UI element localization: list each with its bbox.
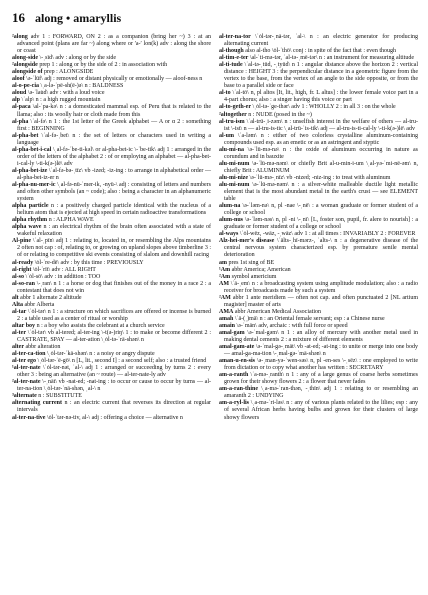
- dictionary-entry: [219, 203, 418, 217]
- entry-definition: n : ALPHA WAVE: [47, 217, 94, 224]
- entry-headword: al-right: [12, 266, 32, 273]
- entry-definition: abbr America; American: [230, 266, 291, 273]
- entry-definition: \ˈal-fə-bə-ˌtīz\ vb -ized; -iz-ing : to arrange in alphabetical order — al-pha-bet-iz-er n: [17, 167, 211, 181]
- entry-headword: ²alongside: [12, 62, 38, 69]
- dictionary-entry: [219, 90, 418, 104]
- entry-headword: al-so-ran: [12, 280, 35, 287]
- entry-definition: \ə-ˈlü-mə-nəm\ n : a silver-white malleable ductile light metallic element that is the most abundant metal in the earth's crust — see ELEMENT table: [224, 181, 418, 203]
- dictionary-entry: [12, 344, 211, 351]
- entry-headword: al-paca: [12, 104, 31, 111]
- entry-definition: \ˌa-lə-ˈpē-sh(ē-)ə\ n : BALDNESS: [39, 83, 124, 90]
- entry-headword: am-a-ryl-lis: [219, 400, 249, 407]
- entry-headword: alum-na: [219, 203, 241, 210]
- entry-headword: alternating current: [12, 400, 63, 407]
- entry-definition: \ˈa-ləm\ n : either of two colorless crystalline aluminum-containing compounds used esp. as an emetic or as an astringent and styptic: [224, 132, 418, 146]
- entry-definition: symbol americium: [230, 273, 277, 280]
- dictionary-entry: [12, 62, 211, 69]
- entry-definition: \ȯl-ˈtər-nə-tiv, al-\ adj : offering a choice — alternative n: [45, 414, 183, 421]
- entry-definition: \ˈȯl-tər-ˌnā-tər, ˈal-\ n : an electric generator for producing alternating current: [224, 34, 418, 48]
- entry-definition: \ə-ˈlü-mə-ˌnīz\ vb -nized; -niz-ing : to treat with aluminum: [248, 174, 391, 181]
- entry-headword: alpha wave: [12, 224, 42, 231]
- entry-headword: al-um: [219, 132, 234, 139]
- entry-headword: al-to: [219, 90, 231, 97]
- dictionary-entry: [12, 90, 211, 97]
- entry-headword: ¹al-ter-nate: [12, 365, 41, 372]
- entry-definition: \-ˌran\ n 1 : a horse or dog that finishes out of the money in a race 2 : a contestant that does not win: [17, 280, 211, 294]
- entry-definition: \ˈä-(ˌ)mä\ n : an Oriental female servant; esp : a Chinese nurse: [233, 315, 385, 322]
- entry-definition: \ə-ˈmal-gəm\ n 1 : an alloy of mercury with another metal used in making dental cements 2 : a mixture of different elements: [224, 329, 418, 344]
- dictionary-entry: [12, 168, 211, 182]
- dictionary-entry: [12, 302, 211, 309]
- entry-definition: \ˌa-mə-ˈran-thən, -ˌthīn\ adj 1 : relating to or resembling an amaranth 2 : UNDYING: [224, 386, 418, 400]
- entry-definition: \ˈal-fə-ˌbet\ n : the set of letters or characters used in writing a language: [17, 132, 211, 146]
- entry-definition: \ə-ˈlau̇d\ adv : with a loud voice: [26, 90, 105, 97]
- entry-headword: am-a-ranth: [219, 372, 249, 379]
- entry-headword: aman-u-en-sis: [219, 358, 256, 365]
- entry-headword: al-ter: [12, 329, 26, 336]
- entry-headword: altar boy: [12, 322, 36, 329]
- entry-definition: \ˈȯl-tər\ vb al-tered; al-ter-ing \-t(ə-)riŋ\ 1 : to make or become different 2 : CASTRATE, SPAY — al-ter-ation \ˌȯl-tə-ˈrā-shən\ n: [17, 329, 211, 344]
- entry-definition: \ˈȯl-tər\ n 1 : a structure on which sacrifices are offered or incense is burned 2 : a table used as a center of ritual or worship: [17, 308, 211, 322]
- entry-headword: along-side: [12, 55, 39, 62]
- entry-headword: al-to-geth-er: [219, 104, 251, 111]
- dictionary-entry: [12, 119, 211, 133]
- entry-definition: n : NUDE (posed in the ~): [246, 111, 312, 118]
- entry-definition: \ˈȯl-wēz, -wāz, -ˌwāz\ adv 1 : at all times : INVARIABLY 2 : FOREVER: [238, 231, 416, 238]
- entry-definition: \ȯl-ˈrīt\ adv : ALL RIGHT: [31, 266, 96, 273]
- dictionary-entry: [219, 104, 418, 111]
- entry-headword: AM: [219, 280, 229, 287]
- entry-definition: \ˈalp\ n : a high rugged mountain: [20, 97, 101, 104]
- entry-headword: al-ti-tude: [219, 62, 243, 69]
- entry-headword: al-pha-bet: [12, 132, 39, 139]
- columns: [12, 34, 418, 422]
- entry-definition: \ȯl-ˈre-dē\ adv : by this time : PREVIOUSLY: [33, 259, 144, 266]
- dictionary-entry: [219, 274, 418, 281]
- entry-definition: n : an electric current that reverses its direction at regular intervals: [17, 400, 212, 414]
- entry-definition: \ˈal-fə\ n 1 : the 1st letter of the Greek alphabet — A or α 2 : something first : BEGINNING: [17, 118, 211, 132]
- dictionary-entry: [219, 323, 418, 330]
- dictionary-entry: [219, 112, 418, 119]
- entry-headword: al-ter-ca-tion: [12, 351, 46, 358]
- entry-headword: al-tru-ism: [219, 118, 245, 125]
- dictionary-entry: [219, 372, 418, 386]
- entry-definition: \ˌal-fə-ˈbe-ti-kəl\ or al-pha-bet-ic \-ˈbe-tik\ adj 1 : arranged in the order of the letters of the alphabet 2 : of or employing an alphabet — al-pha-bet-i-cal-ly \-ti-k(ə-)lē\ adv: [17, 146, 211, 167]
- entry-headword: aloud: [12, 90, 27, 97]
- dictionary-entry: [219, 330, 418, 344]
- entry-definition: \ˈȯl-sō\ adv : in addition : TOO: [24, 273, 101, 280]
- entry-definition: \ˈā-ˌem\ n : a broadcasting system using amplitude modulation; also : a radio receiver for broadcasts made by such a system: [224, 280, 418, 294]
- entry-headword: al-ter-na-tive: [12, 414, 46, 421]
- entry-headword: amain: [219, 322, 236, 329]
- entry-headword: al-pha: [12, 118, 29, 125]
- entry-headword: Al-pine: [12, 238, 32, 245]
- dictionary-entry: [12, 400, 211, 414]
- dictionary-entry: [12, 83, 211, 90]
- entry-definition: abbr Alberta: [23, 301, 55, 308]
- dictionary-entry: [219, 119, 418, 133]
- dictionary-entry: [12, 34, 211, 55]
- dictionary-entry: [12, 267, 211, 274]
- entry-headword: alt: [12, 294, 19, 301]
- dictionary-entry: [219, 182, 418, 203]
- dictionary-entry: [12, 203, 211, 217]
- dictionary-entry: [12, 393, 211, 400]
- dictionary-entry: [12, 104, 211, 118]
- dictionary-entry: [12, 323, 211, 330]
- dictionary-entry: [12, 182, 211, 203]
- entry-headword: ²al-ter-nate: [12, 379, 41, 386]
- dictionary-entry: [12, 365, 211, 379]
- entry-headword: ¹Am: [219, 266, 231, 273]
- dictionary-entry: [219, 267, 418, 274]
- entry-definition: \al-ˈpa-kə\ n : a domesticated mammal esp. of Peru that is related to the llama; also : its woolly hair or cloth made from this: [17, 104, 211, 118]
- entry-definition: abbr alteration: [24, 344, 61, 351]
- dictionary-entry: [219, 34, 418, 48]
- entry-headword: al-ter-na-tor: [219, 34, 251, 40]
- running-head: along • amaryllis: [35, 11, 122, 25]
- entry-definition: \ə-ˈmal-gə-ˌmāt\ vb -at-ed; -at-ing : to unite or merge into one body — amal-ga-ma-tion \-ˌmal-gə-ˈmā-shən\ n: [224, 344, 418, 358]
- entry-definition: n : an electrical rhythm of the brain often associated with a state of wakeful relaxation: [17, 224, 212, 238]
- entry-definition: prep : ALONGSIDE: [42, 69, 94, 76]
- entry-headword: alu-mi-num: [219, 181, 250, 188]
- dictionary-entry: [12, 274, 211, 281]
- entry-definition: prep 1 : along or by the side of 2 : in association with: [37, 62, 168, 69]
- dictionary-entry: [219, 175, 418, 182]
- entry-definition: \al-ˈti-mə-tər, ˈal-tə-ˌmē-tər\ n : an instrument for measuring altitude: [248, 55, 415, 62]
- entry-definition: \-ˌsīd\ adv : along or by the side: [38, 55, 117, 62]
- page-number: 16: [12, 10, 25, 25]
- entry-headword: al-pha-bet-ize: [12, 167, 48, 174]
- entry-definition: \ə-ˈmān\ adv, archaic : with full force or speed: [235, 322, 348, 329]
- entry-definition: \ˈa-mə-ˌranth\ n 1 : any of a large genus of coarse herbs sometimes grown for their showy flowers 2 : a flower that never fades: [224, 372, 418, 386]
- entry-headword: amah: [219, 315, 234, 322]
- entry-definition: \ə-ˈləm-nəs\ n, pl -ni \-ˌnī\ [L, foster son, pupil, fr. alere to nourish] : a graduate or former student of a college or school: [224, 217, 418, 231]
- dictionary-entry: [219, 147, 418, 161]
- dictionary-entry: [219, 62, 418, 90]
- entry-definition: abbr American Medical Association: [233, 308, 321, 315]
- entry-definition: \ˌȯl-tə-ˈge-thər\ adv 1 : WHOLLY 2 : in all 3 : on the whole: [250, 104, 396, 111]
- entry-definition: \ə-ˈlü-mə-nəm\ or chiefly Brit al-u-min-i-um \ˌal-yə-ˈmi-nē-əm\ n, chiefly Brit : ALUMINUM: [224, 160, 418, 174]
- entry-definition: \ˌȯl-tər-ˈē-gō\ n [L, lit., second I] : a second self; also : a trusted friend: [36, 358, 207, 365]
- entry-definition: \ə-ˈlüf\ adj : removed or distant physically or emotionally — aloof-ness n: [24, 76, 203, 83]
- entry-headword: alu-mi-num: [219, 160, 250, 167]
- dictionary-entry: [219, 386, 418, 400]
- entry-headword: al-ter ego: [12, 358, 37, 365]
- entry-headword: alpha particle: [12, 203, 49, 210]
- entry-definition: \ˈal-tō\ n, pl altos [It, lit., high, fr. L altus] : the lower female voice part in a 4-part chorus; also : a singer having this voice or part: [224, 90, 418, 104]
- dictionary-entry: [219, 260, 418, 267]
- entry-headword: ²altogether: [219, 111, 247, 118]
- dictionary-entry: [12, 295, 211, 302]
- entry-headword: ³alternate: [12, 393, 37, 400]
- dictionary-entry: [219, 358, 418, 372]
- entry-headword: al-ways: [219, 231, 239, 238]
- entry-headword: am-a-ran-thine: [219, 386, 258, 393]
- entry-definition: \ˈal-ˌpīn\ adj 1 : relating to, located in, or resembling the Alps mountains 2 often not cap : of, relating to, or growing on upland slopes above timberline 3 : of or relating to competitive ski events consisting of slalom and downhill racing: [17, 238, 211, 259]
- entry-headword: al-ready: [12, 259, 34, 266]
- entry-headword: ²along: [12, 34, 28, 40]
- right-column: [219, 34, 418, 422]
- entry-headword: ²Am: [219, 273, 231, 280]
- entry-headword: amal-gam: [219, 329, 245, 336]
- entry-headword: ²AM: [219, 294, 231, 301]
- entry-definition: \ə-ˌman-yə-ˈwen-səs\ n, pl -en-ses \-ˌsēz\ : one employed to write from dictation or to copy what another has written : SECRETARY: [224, 358, 418, 372]
- dictionary-entry: [12, 358, 211, 365]
- entry-definition: \ˈȯl-tər-nət, ˈal-\ adj 1 : arranged or succeeding by turns 2 : every other 3 : being an alternative (an ~ route) — al-ter-nate-ly adv: [17, 365, 211, 379]
- dictionary-entry: [12, 281, 211, 295]
- entry-headword: alum-nus: [219, 217, 244, 224]
- dictionary-entry: [12, 330, 211, 344]
- dictionary-entry: [12, 415, 211, 422]
- entry-headword: al-so: [12, 273, 24, 280]
- entry-headword: Alta: [12, 301, 23, 308]
- entry-headword: al-tim-e-ter: [219, 55, 249, 62]
- entry-definition: \ə-ˈləm-nə\ n, pl -nae \-ˌnē\ : a woman graduate or former student of a college or school: [224, 203, 418, 217]
- entry-headword: al-pha-bet-i-cal: [12, 146, 52, 153]
- entry-headword: AMA: [219, 308, 234, 315]
- dictionary-entry: [219, 309, 418, 316]
- dictionary-entry: [219, 400, 418, 421]
- left-column: [12, 34, 211, 422]
- entry-headword: alter: [12, 344, 24, 351]
- entry-definition: \ə-ˈlü-mə-nə\ n : the oxide of aluminum occurring in nature as corundum and in bauxite: [224, 146, 418, 160]
- dictionary-entry: [219, 281, 418, 295]
- entry-headword: alu-mi-na: [219, 146, 245, 153]
- dictionary-entry: [219, 217, 418, 231]
- entry-definition: \-ˌnāt\ vb -nat-ed; -nat-ing : to occur or cause to occur by turns — al-ter-na-tion \ˌȯl-tər-ˈnā-shən, ˌal-\ n: [17, 379, 211, 393]
- dictionary-entry: [12, 379, 211, 393]
- entry-definition: \ˈal-trü-ˌi-zəm\ n : unselfish interest in the welfare of others — al-tru-ist \-ist\ n — al-tru-is-tic \ˌal-trü-ˈis-tik\ adj — al-tru-is-ti-cal-ly \-ti-k(ə-)lē\ adv: [224, 118, 418, 132]
- dictionary-entry: [219, 344, 418, 358]
- entry-definition: pres 1st sing of BE: [227, 259, 275, 266]
- entry-definition: \ˌȯl-tər-ˈkā-shən\ n : a noisy or angry dispute: [45, 351, 155, 358]
- dictionary-entry: [219, 55, 418, 62]
- entry-headword: alongside of: [12, 69, 43, 76]
- entry-definition: \ˈälts-ˌhī-mərz-, ˈalts-\ n : a degenerative disease of the central nervous system characterized esp. by premature senile mental deterioration: [224, 238, 418, 259]
- entry-headword: alpha rhythm: [12, 217, 48, 224]
- dictionary-entry: [12, 238, 211, 259]
- entry-definition: also al-tho \ȯl-ˈthō\ conj : in spite of the fact that : even though: [243, 48, 396, 55]
- dictionary-entry: [12, 224, 211, 238]
- entry-headword: alp: [12, 97, 21, 104]
- entry-definition: n : SUBSTITUTE: [36, 393, 82, 400]
- entry-definition: n : a boy who assists the celebrant at a church service: [35, 322, 165, 329]
- dictionary-entry: [12, 260, 211, 267]
- entry-headword: am: [219, 259, 227, 266]
- dictionary-entry: [12, 147, 211, 168]
- dictionary-entry: [219, 133, 418, 147]
- entry-definition: abbr 1 ante meridiem — often not cap. and often punctuated 2 [NL artium magister] master of arts: [224, 294, 418, 308]
- entry-headword: aloof: [12, 76, 25, 83]
- entry-headword: alu-mi-nize: [219, 174, 248, 181]
- page-header: [12, 10, 418, 28]
- dictionary-entry: [219, 316, 418, 323]
- entry-definition: abbr 1 alternate 2 altitude: [18, 294, 82, 301]
- dictionary-entry: [12, 309, 211, 323]
- entry-headword: al-pha-nu-mer-ic: [12, 181, 56, 188]
- entry-headword: Alz-hei-mer's disease: [219, 238, 275, 245]
- dictionary-entry: [219, 295, 418, 309]
- dictionary-entry: [219, 161, 418, 175]
- entry-definition: \ˌal-fə-nü-ˈmer-ik, -nyü-\ adj : consisting of letters and numbers and often other symbols (an ~ code); also : being a character in an alphanumeric system: [17, 181, 211, 203]
- entry-headword: al-tar: [12, 308, 27, 315]
- entry-definition: \ˈal-tə-ˌtüd, -ˌtyüd\ n 1 : angular distance above the horizon 2 : vertical distance : HEIGHT 3 : the perpendicular distance in a geometric figure from the vertex to the base, from the vertex of an angle to the side opposite, or from the base to a parallel side or face: [224, 62, 418, 90]
- entry-headword: amal-gam-ate: [219, 344, 255, 351]
- entry-definition: n : a positively charged particle identical with the nucleus of a helium atom that is ejected at high speed in certain radioactive transformations: [17, 203, 211, 217]
- entry-headword: al-o-pe-cia: [12, 83, 39, 90]
- entry-definition: \ˌa-mə-ˈri-ləs\ n : any of various plants related to the lilies; esp : any of several African herbs having bulbs and grown for their clusters of large showy flowers: [224, 400, 418, 421]
- dictionary-entry: [12, 133, 211, 147]
- dictionary-entry: [219, 238, 418, 259]
- entry-definition: adv 1 : FORWARD, ON 2 : as a companion (bring her ~) 3 : at an advanced point (plans are far ~) along where or ʹa-ʹ lon(k) adv : along the shore or coast: [17, 34, 211, 55]
- entry-headword: al-though: [219, 48, 244, 55]
